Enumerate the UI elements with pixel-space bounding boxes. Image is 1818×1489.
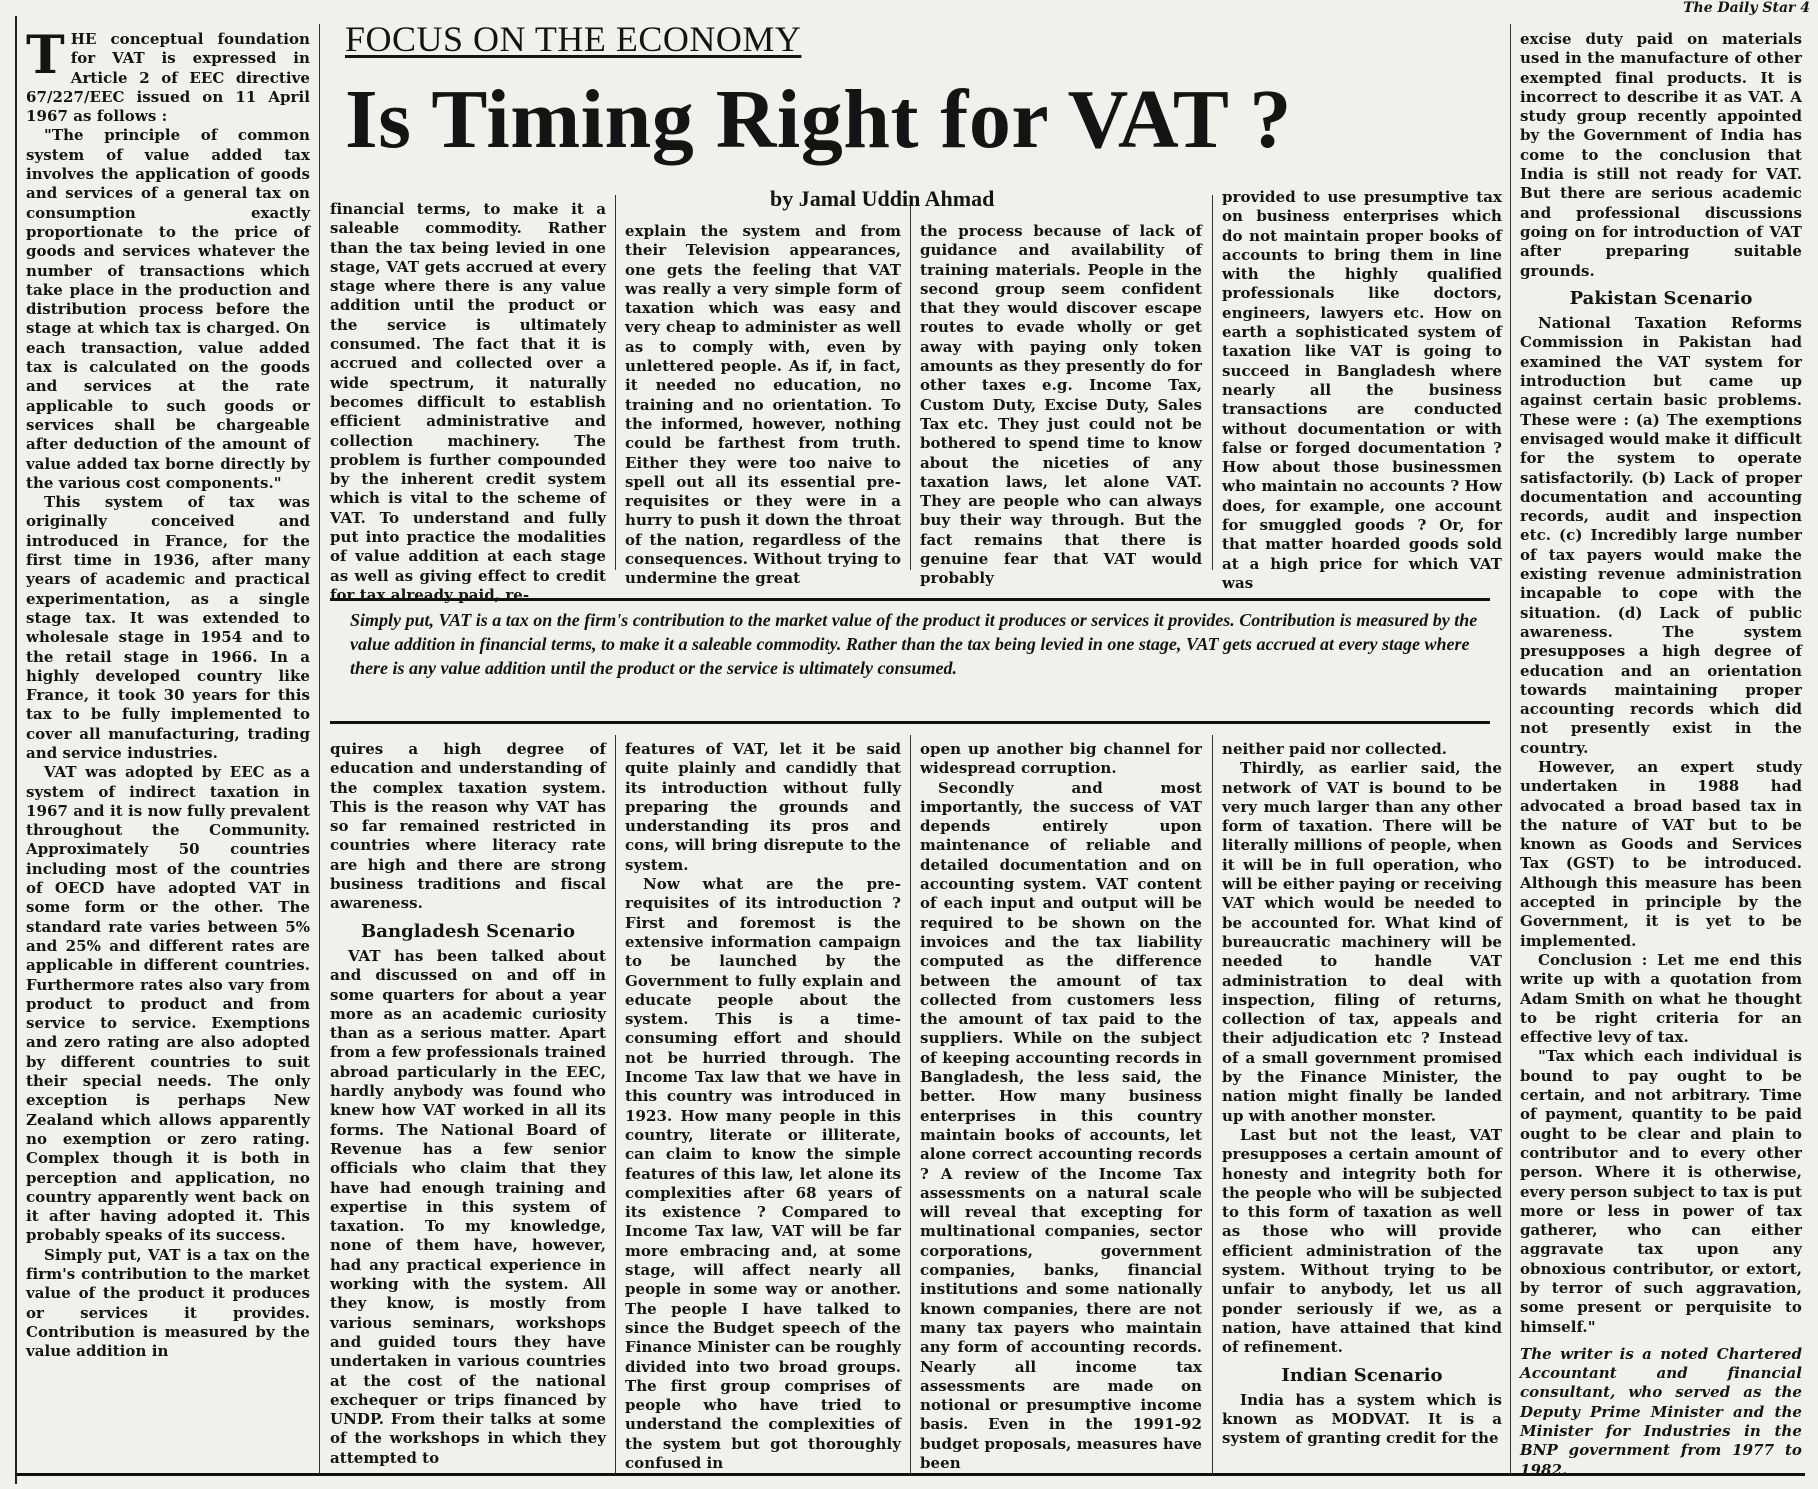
paragraph: "Tax which each individual is bound to pay ought to be certain, and not arbitrary. Time of payment, quantity to be paid ought to be clear and plain to contributor and to every other person. Where it is otherwise, every person subject to tax is put more or less in power of tax gatherer, who can either aggravate tax upon any obnoxious contributor, or extort, by terror of such aggravation, some present or perquisite to himself." xyxy=(1520,1047,1802,1336)
paragraph: Last but not the least, VAT presupposes a certain amount of honesty and integrity both for the people who will be subjected to this form of taxation as well as those who will provide efficient administration of the system. Without trying to be unfair to anybody, let us all ponder seriously if we, as a nation, have attained that kind of refinement. xyxy=(1222,1125,1502,1357)
column-rule xyxy=(1510,24,1511,1474)
column-1 xyxy=(26,25,310,1470)
column-rule xyxy=(910,735,911,1473)
paragraph: "The principle of common system of value added tax involves the application of goods and services of a general tax on consumption exactly proportionate to the price of goods and services whatever the number of transactions which take place in the production and distribution process before the stage at which tax is charged. On each transaction, value added tax is calculated on the goods and services at the rate applicable to such goods or services shall be chargeable after deduction of the amount of value added tax borne directly by the various cost components." xyxy=(26,126,310,492)
section-heading: Pakistan Scenario xyxy=(1569,287,1753,309)
column-rule xyxy=(1212,735,1213,1473)
headline: Is Timing Right for VAT ? xyxy=(345,73,1292,166)
pull-quote: Simply put, VAT is a tax on the firm's contribution to the market value of the product it produces or services it provides. Contribution is measured by the value addition in financial terms, to make it a saleable commodity. Rather than the tax being levied in one stage, VAT gets accrued at every stage where there is any value addition until the product or the service is ultimately consumed. xyxy=(350,610,1478,678)
column-rule xyxy=(910,195,911,570)
paragraph: open up another big channel for widespread corruption. xyxy=(920,740,1202,778)
column-rule xyxy=(1212,195,1213,570)
section-kicker: FOCUS ON THE ECONOMY xyxy=(345,19,802,59)
paragraph: excise duty paid on materials used in the manufacture of other exempted final products. It is incorrect to describe it as VAT. A study group recently appointed by the Government of India has come to the conclusion that India is still not ready for VAT. But there are serious academic and professional discussions going on for introduction of VAT after preparing suitable grounds. xyxy=(1520,30,1802,280)
column-3-lower xyxy=(625,740,901,1470)
section-heading: Indian Scenario xyxy=(1281,1364,1443,1386)
paragraph: neither paid nor collected. xyxy=(1222,740,1448,758)
column-4-upper xyxy=(920,222,1202,590)
column-3-upper xyxy=(625,222,901,590)
pull-quote-bottom-rule xyxy=(330,721,1490,724)
paragraph: National Taxation Reforms Commission in Pakistan had examined the VAT system for introduction but came up against certain basic problems. These were : (a) The exemptions envisaged would make it difficult for the system to operate satisfactorily. (b) Lack of proper documentation and accounting records, audit and inspection etc. (c) Incredibly large number of tax payers would make the existing revenue administration incapable to cope with the situation. (d) Lack of public awareness. The system presupposes a high degree of education and an orientation towards maintaining proper accounting records which did not presently exist in the country. xyxy=(1520,314,1802,757)
column-rule xyxy=(319,24,320,1474)
paragraph: explain the system and from their Television appearances, one gets the feeling that VAT was really a very simple form of taxation which was easy and very cheap to administer as well as to comply with, even by unlettered people. As if, in fact, it needed no education, no training and no orientation. To the informed, however, nothing could be farthest from truth. Either they were too naive to spell out all its essential pre-requisites or they were in a hurry to push it down the throat of the nation, regardless of the consequences. Without trying to undermine the great xyxy=(625,222,901,588)
paragraph: VAT was adopted by EEC as a system of indirect taxation in 1967 and it is now fully prevalent throughout the Community. Approximately 50 countries including most of the countries of OECD have adopted VAT in some form or the other. The standard rate varies between 5% and 25% and different rates are applicable in different countries. Furthermore rates also vary from product to product and from service to service. Exemptions and zero rating are also adopted by different countries to suit their special needs. The only exception is perhaps New Zealand which allows apparently no exemption or zero rating. Complex though it is both in perception and application, no country apparently went back on it after having adopted it. This probably speaks of its success. xyxy=(26,763,310,1245)
conclusion-text: Let me end this write up with a quotation from Adam Smith on what he thought to be right criteria for an effective levy of tax. xyxy=(1520,950,1802,1047)
page-masthead: The Daily Star 4 xyxy=(1683,0,1810,16)
column-5-upper xyxy=(1222,188,1502,590)
paragraph: VAT has been talked about and discussed on and off in some quarters for about a year more as an academic curiosity than as a serious matter. Apart from a few professionals trained abroad particularly in the EEC, hardly anybody was found who knew how VAT worked in all its forms. The National Board of Revenue has a few senior officials who claim that they have had enough training and expertise in this system of taxation. To my knowledge, none of them have, however, had any practical experience in working with the system. All they know, is mostly from various seminars, workshops and guided tours they have undertaken in various countries at the cost of the national exchequer or trips financed by UNDP. From their talks at some of the workshops in which they attempted to xyxy=(330,946,606,1467)
paragraph: Simply put, VAT is a tax on the firm's contribution to the market value of the product it produces or services it provides. Contribution is measured by the value addition in xyxy=(26,1245,310,1361)
column-2-lower xyxy=(330,740,606,1470)
paragraph: However, an expert study undertaken in 1988 had advocated a broad based tax in the nature of VAT but to be known as Goods and Services Tax (GST) to be introduced. Although this measure has been accepted in principle by the Government, it is yet to be implemented. xyxy=(1520,757,1802,950)
paragraph: quires a high degree of education and understanding of the complex taxation system. This is the reason why VAT has so far remained restricted in countries where literacy rate are high and there are strong business traditions and fiscal awareness. xyxy=(330,740,606,913)
paragraph: provided to use presumptive tax on business enterprises which do not maintain proper books of accounts to bring them in line with the highly qualified professionals like doctors, engineers, lawyers etc. How on earth a sophisticated system of taxation like VAT is going to succeed in Bangladesh where nearly all the business transactions are conducted without documentation or with false or forged documentation ? How about those businessmen who maintain no accounts ? How does, for example, one account for smuggled goods ? Or, for that matter hoarded goods sold at a high price for which VAT was xyxy=(1222,188,1502,592)
paragraph: India has a system which is known as MODVAT. It is a system of granting credit for the xyxy=(1222,1390,1502,1448)
paragraph: the process because of lack of guidance and availability of training materials. People in the second group seem confident that they would discover escape routes to evade wholly or get away with paying only token amounts as they presently do for other taxes e.g. Income Tax, Custom Duty, Excise Duty, Sales Tax etc. They just could not be bothered to spend time to know about the niceties of any taxation laws, let alone VAT. They are people who can always buy their way through. But the fact remains that there is genuine fear that VAT would probably xyxy=(920,222,1202,588)
column-4-lower xyxy=(920,740,1202,1470)
paragraph: Secondly and most importantly, the success of VAT depends entirely upon maintenance of reliable and detailed documentation and on accounting system. VAT content of each input and output will be required to be shown on the invoices and the tax liability computed as the difference between the amount of tax collected from customers less the amount of tax paid to the suppliers. While on the subject of keeping accounting records in Bangladesh, the less said, the better. How many business enterprises in this country maintain books of accounts, let alone correct accounting records ? A review of the Income Tax assessments on a natural scale will reveal that excepting for multinational companies, sector corporations, government companies, banks, financial institutions and some nationally known companies, there are not many tax payers who maintain any form of accounting records. Nearly all income tax assessments are made on notional or presumptive income basis. Even in the 1991-92 budget proposals, measures have been xyxy=(920,778,1202,1472)
column-6 xyxy=(1520,30,1802,1479)
paragraph: financial terms, to make it a saleable commodity. Rather than the tax being levied in one stage, VAT gets accrued at every stage where there is any value addition until the product or the service is ultimately consumed. The fact that it is accrued and collected over a wide spectrum, it naturally becomes difficult to establish efficient administrative and collection machinery. The problem is further compounded by the inherent credit system which is vital to the scheme of VAT. To understand and fully put into practice the modalities of value addition at each stage as well as giving effect to credit for tax already paid, re- xyxy=(330,200,606,604)
column-2-upper xyxy=(330,200,606,604)
paragraph: Now what are the pre-requisites of its introduction ? First and foremost is the extensive information campaign to be launched by the Government to fully explain and educate people about the system. This is a time-consuming effort and should not be hurried through. The Income Tax law that we have in this country was introduced in 1923. How many people in this country, literate or illiterate, can claim to know the simple features of this law, let alone its complexities after 68 years of its existence ? Compared to Income Tax law, VAT will be far more embracing and, at some stage, will affect nearly all people in some way or another. The people I have talked to since the Budget speech of the Finance Minister can be roughly divided into two broad groups. The first group comprises of people who have tried to understand the complexities of the system but got thoroughly confused in xyxy=(625,875,901,1472)
drop-cap: T xyxy=(26,25,65,86)
author-bio: The writer is a noted Chartered Accountant and financial consultant, who served as the Deputy Prime Minister and the Minister for Industries in the BNP government from 1977 to 1982. xyxy=(1520,1344,1802,1479)
column-rule xyxy=(615,195,616,570)
paragraph: This system of tax was originally conceived and introduced in France, for the first time in 1936, after many years of academic and practical experimentation, as a single stage tax. It was extended to wholesale stage in 1954 and to the retail stage in 1966. In a highly developed country like France, it took 30 years for this tax to be fully implemented to cover all manufacturing, trading and service industries. xyxy=(26,493,310,762)
column-rule xyxy=(615,735,616,1473)
paragraph: HE conceptual foundation for VAT is expressed in Article 2 of EEC directive 67/227/EEC issued on 11 April 1967 as follows : xyxy=(26,30,310,126)
paragraph xyxy=(1520,951,1802,1047)
section-heading: Bangladesh Scenario xyxy=(360,920,575,942)
byline: by Jamal Uddin Ahmad xyxy=(770,186,995,211)
paragraph: Thirdly, as earlier said, the network of VAT is bound to be very much larger than any other form of taxation. There will be literally millions of people, when it will be in full operation, who will be either paying or receiving VAT which would be needed to be accounted for. What kind of bureaucratic machinery will be needed to handle VAT administration to deal with inspection, filing of returns, collection of tax, appeals and their adjudication etc ? Instead of a small government promised by the Finance Minister, the nation might finally be landed up with another monster. xyxy=(1222,759,1502,1125)
conclusion-lead: Conclusion : xyxy=(1538,950,1648,969)
paragraph: features of VAT, let it be said quite plainly and candidly that its introduction without fully preparing the grounds and understanding its pros and cons, will bring disrepute to the system. xyxy=(625,740,901,874)
column-5-lower xyxy=(1222,740,1502,1470)
